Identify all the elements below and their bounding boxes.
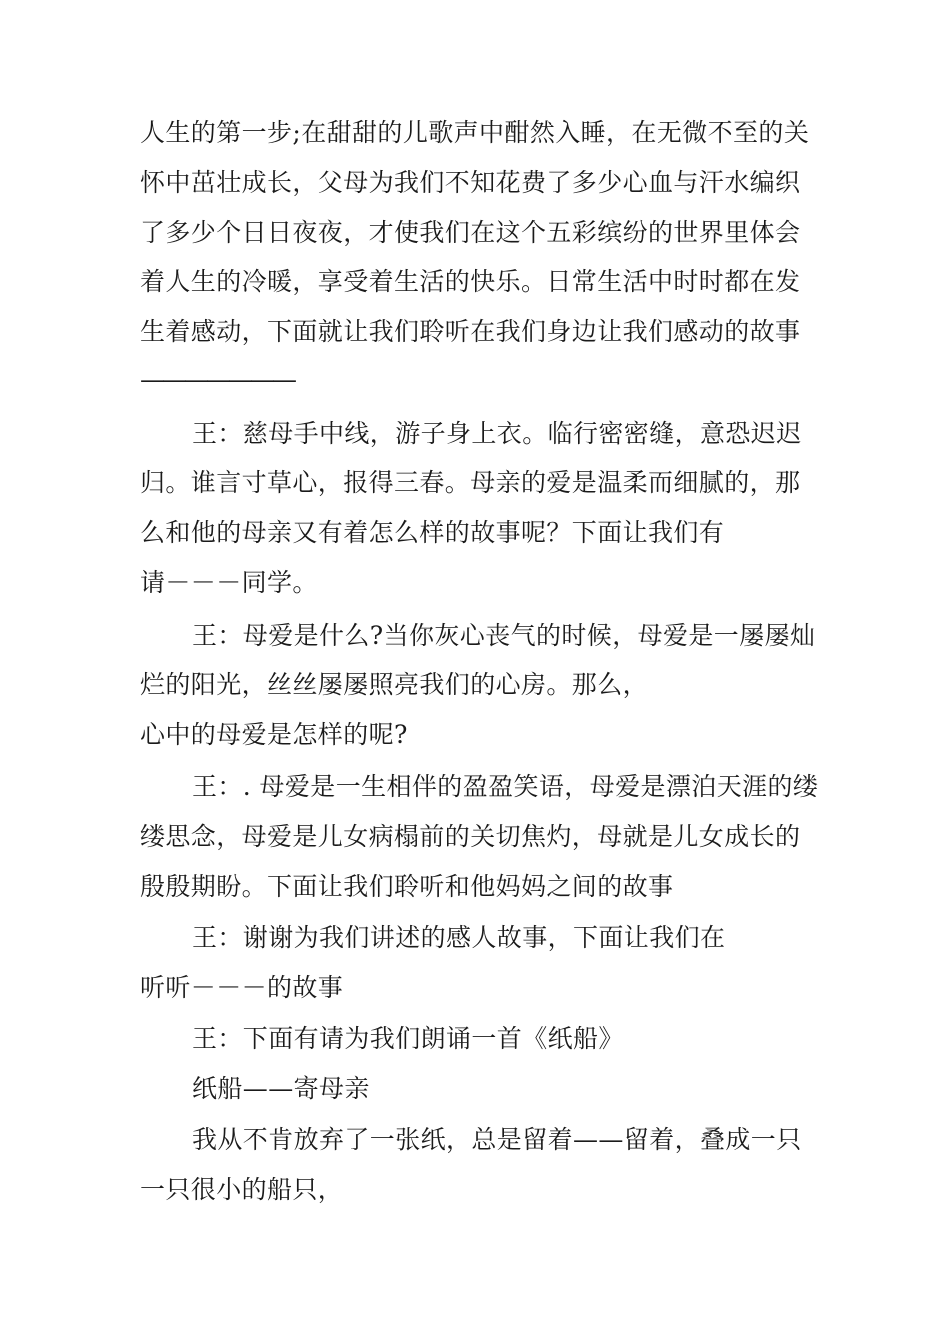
text-line: 一只很小的船只，	[140, 1175, 344, 1204]
text-line: 人生的第一步;在甜甜的儿歌声中酣然入睡，在无微不至的关	[140, 118, 810, 147]
text-line: 听听－－－的故事	[140, 973, 344, 1002]
dash-separator: ———————	[140, 365, 294, 394]
text-line: 王：慈母手中线，游子身上衣。临行密密缝，意恐迟迟	[192, 419, 802, 448]
text-line: 王：. 母爱是一生相伴的盈盈笑语，母爱是漂泊天涯的缕	[192, 772, 819, 801]
text-line: 怀中茁壮成长，父母为我们不知花费了多少心血与汗水编织	[140, 168, 801, 197]
text-line: 请－－－同学。	[140, 568, 318, 597]
text-line: 我从不肯放弃了一张纸，总是留着——留着，叠成一只	[192, 1125, 802, 1154]
text-line: 殷殷期盼。下面让我们聆听和他妈妈之间的故事	[140, 872, 674, 901]
text-line: 烂的阳光，丝丝屡屡照亮我们的心房。那么，	[140, 670, 649, 699]
poem-title: 纸船——寄母亲	[192, 1074, 370, 1103]
text-line: 了多少个日日夜夜，才使我们在这个五彩缤纷的世界里体会	[140, 218, 801, 247]
text-line: 王：母爱是什么?当你灰心丧气的时候，母爱是一屡屡灿	[192, 621, 816, 650]
text-line: 缕思念，母爱是儿女病榻前的关切焦灼，母就是儿女成长的	[140, 822, 801, 851]
text-line: 生着感动，下面就让我们聆听在我们身边让我们感动的故事	[140, 317, 801, 346]
text-line: 心中的母爱是怎样的呢?	[140, 720, 408, 749]
text-line: 王：谢谢为我们讲述的感人故事，下面让我们在	[192, 923, 726, 952]
text-line: 归。谁言寸草心，报得三春。母亲的爱是温柔而细腻的，那	[140, 468, 801, 497]
text-line: 王：下面有请为我们朗诵一首《纸船》	[192, 1024, 624, 1053]
text-line: 么和他的母亲又有着怎么样的故事呢？下面让我们有	[140, 518, 725, 547]
text-line: 着人生的冷暖，享受着生活的快乐。日常生活中时时都在发	[140, 267, 801, 296]
